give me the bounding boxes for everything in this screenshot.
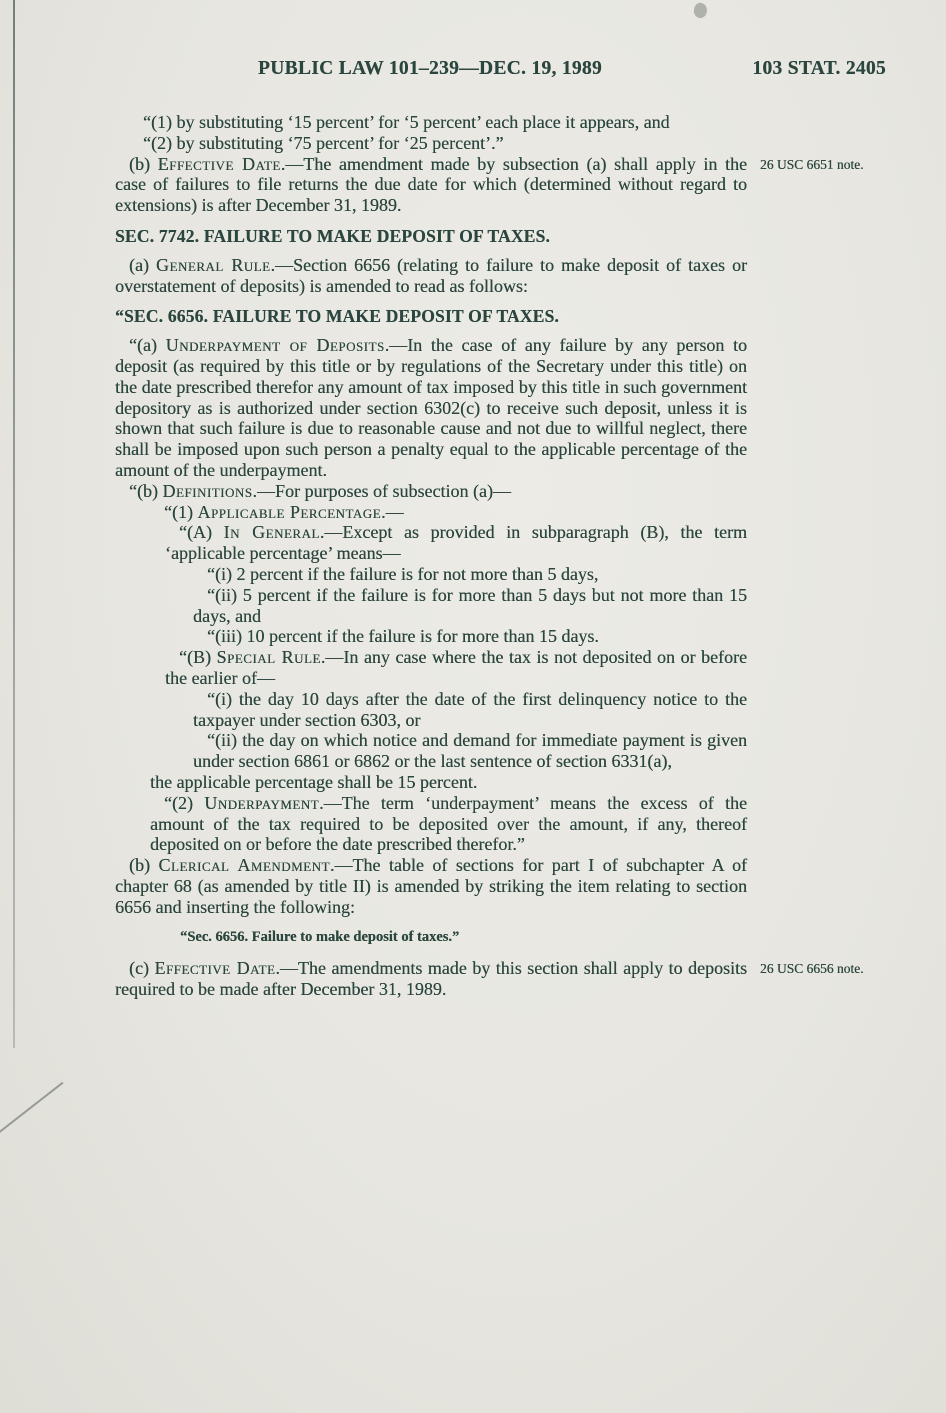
subpara-a-in-general: [165, 522, 747, 564]
table-of-sections-item: [180, 929, 747, 946]
text-run: “(1): [164, 501, 198, 522]
clause-ii-5-percent: [193, 585, 747, 627]
text-run: .—The term ‘underpayment’ means the excess of the amount of the tax required to be deposited over the amount, if any, thereof deposited on or before the date prescribed therefor.”: [150, 792, 747, 855]
small-caps-label: Underpayment: [204, 792, 320, 813]
sec-7742-heading: [115, 226, 747, 247]
text-run: “(b): [129, 480, 163, 501]
small-caps-label: Underpayment of Deposits: [165, 335, 385, 356]
text-run: “SEC. 6656. FAILURE TO MAKE DEPOSIT OF TAXES.: [115, 306, 559, 327]
small-caps-label: Definitions: [162, 480, 253, 501]
text-run: “(1) by substituting ‘15 percent’ for ‘5 percent’ each place it appears, and: [143, 112, 670, 132]
text-run: “(i) the day 10 days after the date of the first delinquency notice to the taxpayer under section 6303, or: [193, 688, 747, 730]
text-run: “Sec. 6656. Failure to make deposit of taxes.”: [180, 929, 460, 946]
text-run: .—The amendment made by subsection (a) shall apply in the case of failures to file returns the due date for which (determined without regard to extensions) is after December 31, 1989.: [115, 153, 747, 216]
text-run: “(ii) 5 percent if the failure is for more than 5 days but not more than 15 days, and: [193, 584, 747, 626]
subsec-a-general-rule: [115, 255, 747, 297]
text-run: “(B): [179, 647, 217, 668]
amendment-clause-1: [129, 112, 747, 133]
small-caps-label: Effective Date: [157, 153, 281, 174]
text-run: “(iii) 10 percent if the failure is for more than 15 days.: [207, 626, 599, 647]
usc-margin-note: 26 USC 6656 note.: [760, 961, 864, 977]
small-caps-label: Clerical Amendment: [158, 855, 330, 876]
statute-body: [115, 112, 864, 1000]
clause-iii-10-percent: [193, 626, 747, 647]
special-rule-clause-i: [193, 689, 747, 731]
text-run: (b): [129, 855, 159, 876]
subpara-b-special-rule: [165, 647, 747, 689]
text-run: SEC. 7742. FAILURE TO MAKE DEPOSIT OF TAXES.: [115, 225, 551, 246]
law-title: PUBLIC LAW 101–239—DEC. 19, 1989: [257, 58, 603, 79]
text-run: .—The table of sections for part I of subchapter A of chapter 68 (as amended by title II) is amended by striking the item relating to section 6656 and inserting the following:: [115, 855, 747, 917]
small-caps-label: Special Rule: [216, 647, 321, 668]
quoted-subsec-a-underpayment: [115, 335, 747, 481]
subsec-c-effective-date: [115, 958, 864, 1000]
text-run: (b): [129, 153, 158, 174]
scan-gutter-line: [13, 0, 15, 1048]
stat-page-ref: 103 STAT. 2405: [752, 58, 886, 79]
quoted-subsec-b-definitions: [115, 481, 747, 502]
para-1-applicable-percentage: [150, 502, 747, 523]
text-run: .—: [381, 501, 404, 522]
text-run: “(ii) the day on which notice and demand for immediate payment is given under section 6861 or 6862 or the last sentence of section 6331(a),: [193, 730, 747, 772]
text-run: .—Except as provided in subparagraph (B), the term ‘applicable percentage’ means—: [165, 522, 747, 564]
scan-speck: [692, 2, 708, 20]
text-run: “(a): [129, 335, 166, 356]
text-run: “(2) by substituting ‘75 percent’ for ‘25 percent’.”: [143, 132, 504, 153]
subsec-b-clerical-amendment: [115, 855, 747, 917]
small-caps-label: General Rule: [155, 254, 271, 275]
text-run: (c): [129, 958, 155, 979]
clause-i-2-percent: [193, 564, 747, 585]
text-run: “(i) 2 percent if the failure is for not more than 5 days,: [207, 563, 599, 584]
small-caps-label: In General: [223, 522, 320, 543]
sec-6656-heading: [115, 306, 747, 327]
running-head: [0, 58, 946, 84]
text-run: “(A): [179, 522, 224, 543]
text-run: .—For purposes of subsection (a)—: [252, 480, 511, 501]
text-run: .—Section 6656 (relating to failure to make deposit of taxes or overstatement of deposits) is amended to read as follows:: [115, 254, 747, 296]
text-run: .—In the case of any failure by any person to deposit (as required by this title or by regulations of the Secretary under this title) on the date prescribed therefor any amount of tax imposed by this title in such government depository as is authorized under section 6302(c) to receive such deposit, unless it is shown that such failure is due to reasonable cause and not due to willful neglect, there shall be imposed upon such person a penalty equal to the applicable percentage of the amount of the underpayment.: [115, 335, 747, 480]
special-rule-clause-ii: [193, 730, 747, 772]
scan-diagonal-mark: [0, 1082, 64, 1137]
small-caps-label: Effective Date: [154, 958, 276, 979]
text-run: .—In any case where the tax is not deposited on or before the earlier of—: [165, 647, 747, 688]
text-run: the applicable percentage shall be 15 percent.: [150, 771, 478, 792]
subsec-b-effective-date: [115, 153, 864, 216]
usc-margin-note: 26 USC 6651 note.: [760, 156, 864, 172]
special-rule-flush-text: [150, 772, 747, 793]
small-caps-label: Applicable Percentage: [197, 501, 382, 522]
text-run: “(2): [164, 792, 205, 813]
amendment-clause-2: [129, 133, 747, 154]
text-run: (a): [129, 254, 156, 275]
para-2-underpayment: [150, 793, 747, 855]
text-run: .—The amendments made by this section shall apply to deposits required to be made after December 31, 1989.: [115, 958, 748, 1000]
